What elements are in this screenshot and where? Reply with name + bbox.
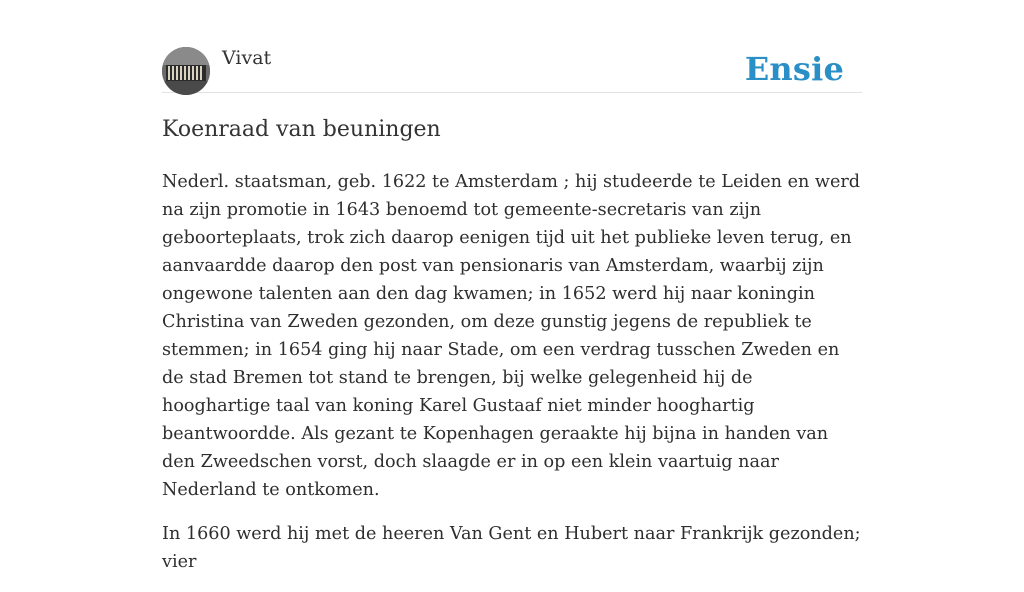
page-container [162, 0, 862, 572]
article-paragraph: In 1660 werd hij met de heeren Van Gent en Hubert naar Frankrijk gezonden; vier [162, 524, 861, 572]
author-name[interactable]: Vivat [222, 47, 272, 69]
article-title: Koenraad van beuningen [162, 117, 441, 142]
article-header [162, 0, 862, 93]
brand-logo[interactable]: Ensie [744, 50, 844, 88]
article-paragraph: Nederl. staatsman, geb. 1622 te Amsterdam ; hij studeerde te Leiden en werd na zijn promotie in 1643 benoemd tot gemeente-secretaris van zijn geboorteplaats, trok zich daarop eenigen tijd uit het publieke leven terug, en aanvaardde daarop den post van pensionaris van Amsterdam, waarbij zijn ongewone talenten aan den dag kwamen; in 1652 werd hij naar koningin Christina van Zweden gezonden, om deze gunstig jegens de republiek te stemmen; in 1654 ging hij naar Stade, om een verdrag tusschen Zweden en de stad Bremen tot stand te brengen, bij welke gelegenheid hij de hooghartige taal van koning Karel Gustaaf niet minder hooghartig beantwoordde. Als gezant te Kopenhagen geraakte hij bijna in handen van den Zweedschen vorst, doch slaagde er in op een klein vaartuig naar Nederland te ontkomen. [162, 172, 861, 500]
avatar-image-icon [162, 47, 210, 95]
article-body [162, 168, 862, 592]
author-avatar[interactable] [162, 47, 210, 95]
